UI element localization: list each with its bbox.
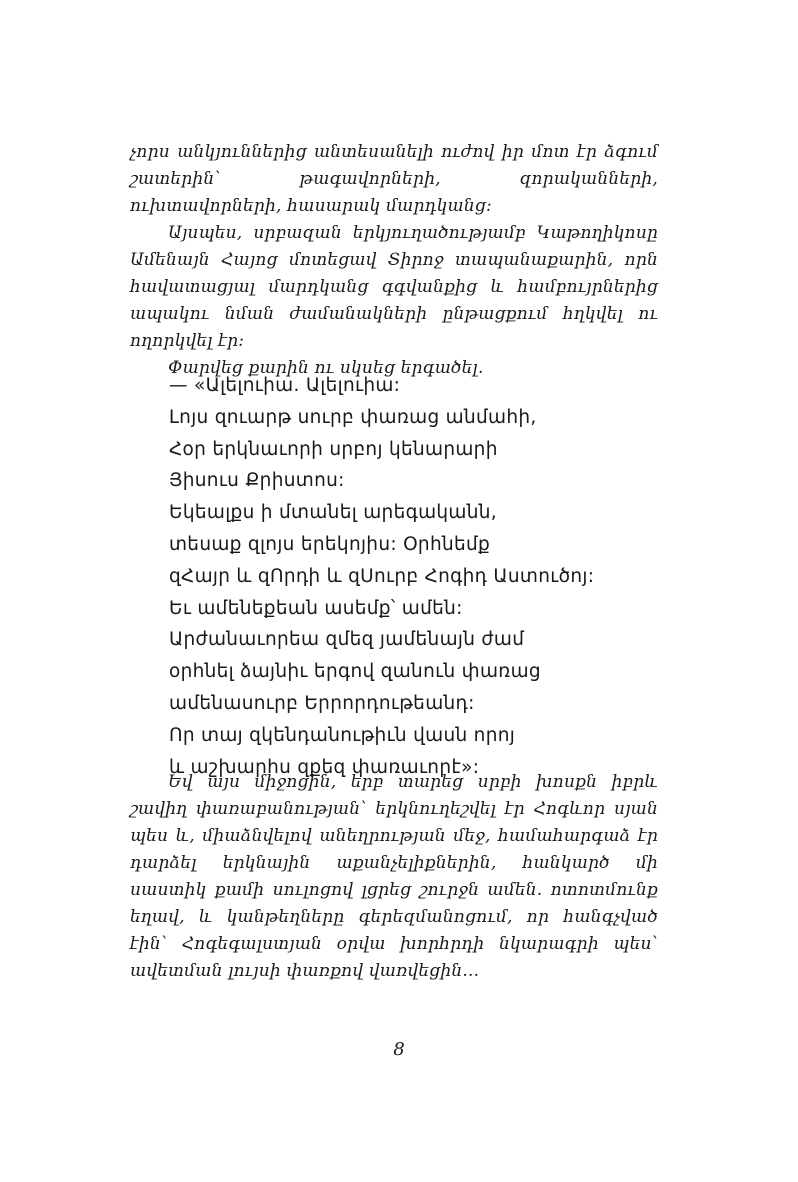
hymn-block <box>169 370 629 783</box>
hymn-line: օրհնել ձայնիւ երգով զանուն փառաց <box>169 661 541 683</box>
hymn-line: Արժանաւորեա զմեզ յամենայն ժամ <box>169 629 525 651</box>
hymn-line: ամենասուրբ Երրորդութեանդ: <box>169 692 475 714</box>
page-number: 8 <box>393 1039 405 1060</box>
bottom-text-block <box>130 769 658 985</box>
paragraph-2: Այսպես, սրբազան երկյուղածությամբ Կաթողիկոսը Ամենայն Հայոց մոտեցավ Տիրոջ տապանաքարին, որն հավատացյալ մարդկանց գգվանքից և համբույրներից ապակու նման ժամանակների ընթացքում հղկվել ու ողորկվել էր: <box>130 223 658 351</box>
hymn-line: զՀայր և զՈրդի և զՍուրբ Հոգիդ Աստուծոյ: <box>169 565 595 587</box>
hymn-line: — «Ալելուիա. Ալելուիա: <box>169 375 401 396</box>
paragraph-4: Եվ այս միջոցին, երբ տարեց սրբի խոսքն իբրև շավիղ փառաբանության՝ երկնուղեշվել էր Հոգևոր սյան պես և, միաձնվելով անեղրության մեջ, համահարգաձ էր դարձել երկնային աքանչելիքներին, հանկարծ մի սաստիկ քամի սուլոցով լցրեց շուրջն ամեն. ոտոտմունք եղավ, և կանթեղները գերեզմանոցում, որ հանգչված էին՝ Հոգեգալստյան օրվա խորհրդի նկարագրի պես՝ ավետման լույսի փառքով վառվեցին... <box>130 772 658 981</box>
hymn-line: Որ տայ զկենդանութիւն վասն որոյ <box>169 724 516 746</box>
hymn-line: Եւ ամենեքեան ասեմք՝ ամեն: <box>169 597 463 619</box>
hymn-line: Լոյս զուարթ սուրբ փառաց անմահի, <box>169 406 537 428</box>
hymn-line: Հօր երկնաւորի սրբոյ կենարարի <box>169 438 498 460</box>
hymn-line: Յիսուս Քրիստոս: <box>169 470 345 492</box>
paragraph-3: Փարվեց քարին ու սկսեց երգածել. <box>168 358 484 378</box>
top-text-block <box>130 139 658 382</box>
paragraph-1: չորս անկյուններից անտեսանելի ուժով իր մոտ էր ձգում շատերին՝ թագավորների, զորականների, ուխտավորների, հասարակ մարդկանց: <box>130 142 658 216</box>
hymn-line: տեսաք զլոյս երեկոյիս: Օրհնեմք <box>169 533 491 555</box>
hymn-line: և աշխարհս զքեզ փառաւորէ»: <box>169 756 480 778</box>
hymn-line: Եկեալքս ի մտանել արեգականն, <box>169 502 497 524</box>
